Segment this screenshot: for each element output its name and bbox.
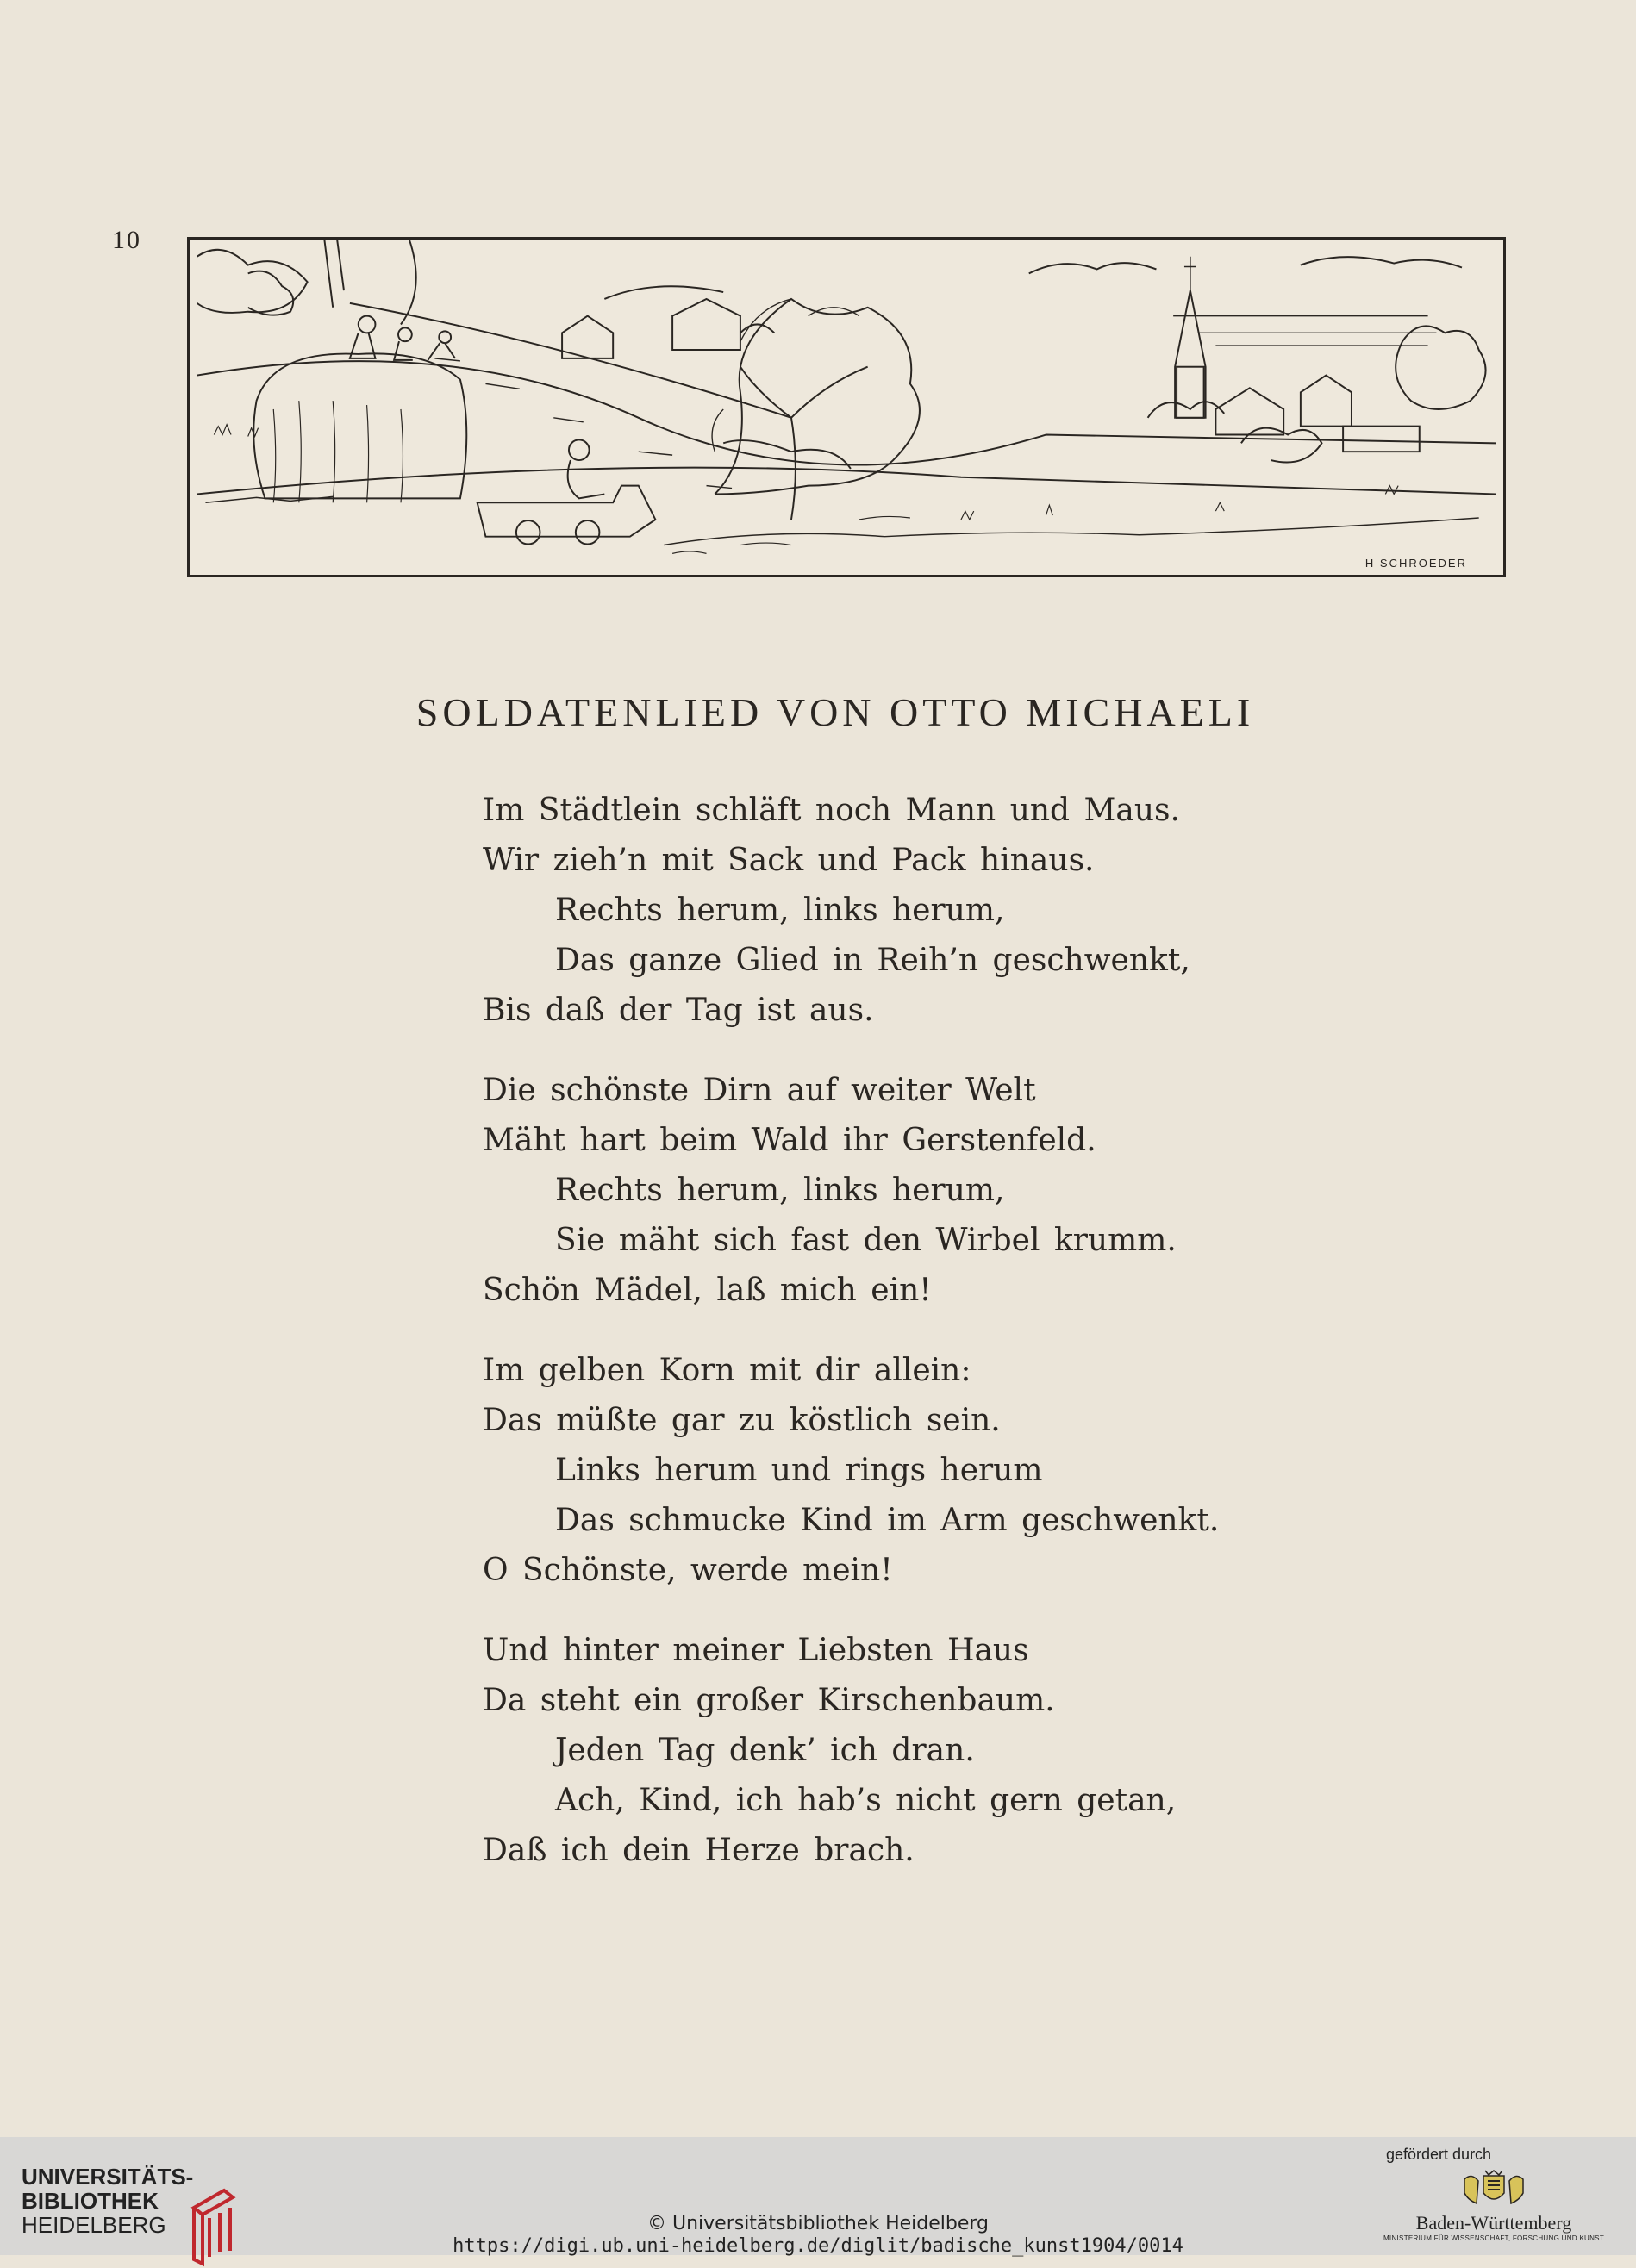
poem-line: Daß ich dein Herze brach. <box>483 1833 915 1868</box>
page-number: 10 <box>112 226 141 254</box>
poem-line: Links herum und rings herum <box>555 1453 1043 1488</box>
poem-line: Schön Mädel, laß mich ein! <box>483 1273 932 1308</box>
stanza <box>483 1346 1219 1596</box>
poem-line: Und hinter meiner Liebsten Haus <box>483 1633 1029 1668</box>
poem-line: Im Städtlein schläft noch Mann und Maus. <box>483 793 1180 828</box>
artist-signature: H SCHROEDER <box>1364 557 1467 570</box>
poem-line: Ach, Kind, ich hab’s nicht gern getan, <box>555 1783 1177 1818</box>
stanza <box>483 786 1219 1036</box>
library-name-line1: UNIVERSITÄTS- <box>22 2164 194 2190</box>
library-name-line3: HEIDELBERG <box>22 2212 166 2238</box>
poem-title: SOLDATENLIED VON OTTO MICHAELI <box>415 690 1255 734</box>
funding-notice <box>1377 2146 1610 2242</box>
poem-line: Sie mäht sich fast den Wirbel krumm. <box>555 1223 1177 1258</box>
poem-line: Da steht ein großer Kirschenbaum. <box>483 1683 1055 1718</box>
stanza <box>483 1066 1219 1316</box>
poem-line: Jeden Tag denk’ ich dran. <box>555 1733 975 1768</box>
poem-line: Wir zieh’n mit Sack und Pack hinaus. <box>483 843 1095 878</box>
poem-line: Die schönste Dirn auf weiter Welt <box>483 1073 1036 1108</box>
poem-line: Im gelben Korn mit dir allein: <box>483 1353 971 1388</box>
footer-bar <box>0 2137 1636 2255</box>
landscape-illustration <box>187 237 1506 577</box>
poem-line: Das schmucke Kind im Arm geschwenkt. <box>555 1503 1220 1538</box>
poem-line: Bis daß der Tag ist aus. <box>483 993 874 1028</box>
permalink-url[interactable]: https://digi.ub.uni-heidelberg.de/diglit/badische_kunst1904/0014 <box>453 2235 1183 2257</box>
poem-line: O Schönste, werde mein! <box>483 1553 893 1588</box>
copyright-text: © Universitätsbibliothek Heidelberg <box>646 2213 989 2234</box>
poem-line: Das ganze Glied in Reih’n geschwenkt, <box>555 943 1190 978</box>
poem-line: Mäht hart beim Wald ihr Gerstenfeld. <box>483 1123 1096 1158</box>
poem <box>483 786 1219 1906</box>
stanza <box>483 1626 1219 1876</box>
funded-by-label: gefördert durch <box>1386 2146 1492 2163</box>
poem-line: Rechts herum, links herum, <box>555 1173 1005 1208</box>
poem-line: Rechts herum, links herum, <box>555 893 1005 928</box>
state-crest-icon <box>1459 2169 1528 2210</box>
library-name-line2: BIBLIOTHEK <box>22 2188 159 2214</box>
poem-line: Das müßte gar zu köstlich sein. <box>483 1403 1001 1438</box>
ministry-name: MINISTERIUM FÜR WISSENSCHAFT, FORSCHUNG UND KUNST <box>1383 2234 1605 2242</box>
state-name: Baden-Württemberg <box>1415 2212 1572 2234</box>
landscape-drawing <box>190 240 1503 575</box>
